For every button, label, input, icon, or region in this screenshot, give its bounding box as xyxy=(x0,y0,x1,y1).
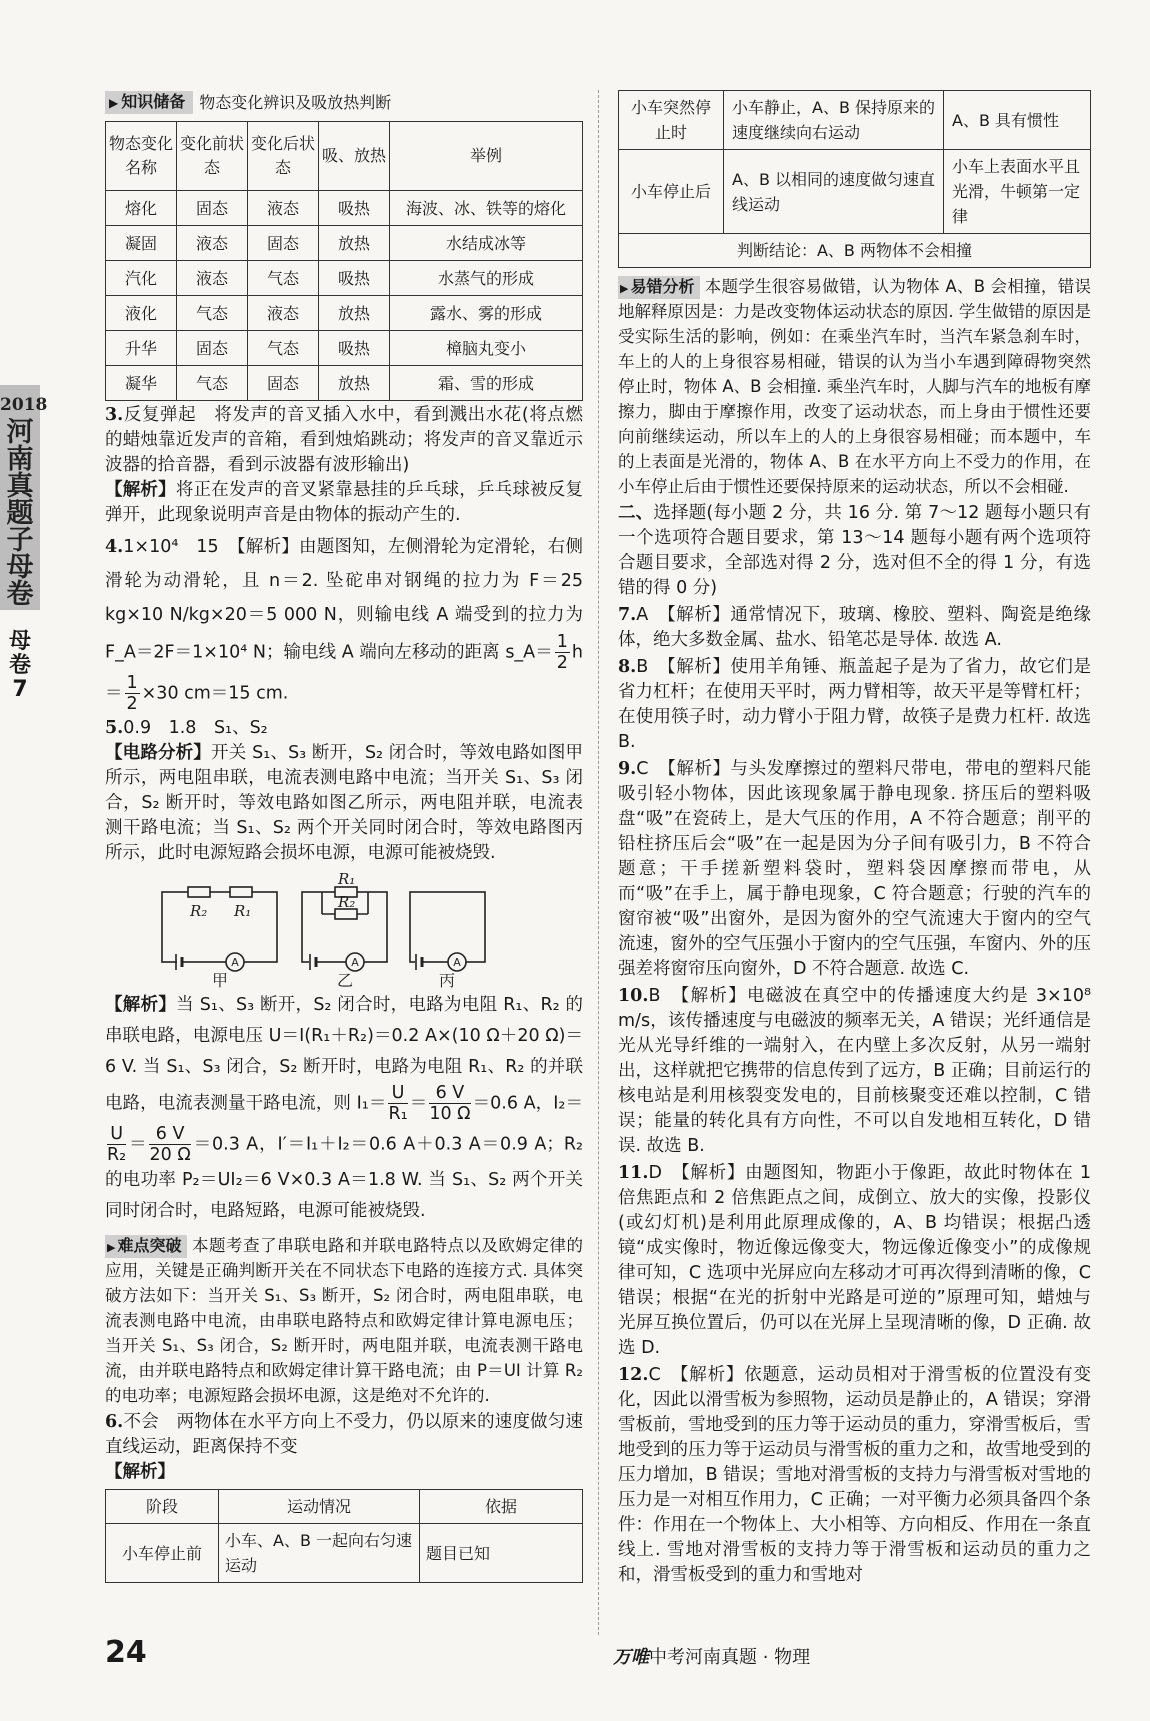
error-text: 本题学生很容易做错，认为物体 A、B 会相撞，错误地解释原因是：力是改变物体运动状态的原因. 学生做错的原因是受实际生活的影响，例如：在乘坐汽车时，当汽车紧急刹车时，车上的人的上身很容易相碰，错误的认为当小车遇到障碍物突然停止时，物体 A、B 会相撞. 乘坐汽车时，人脚与汽车的地板有摩擦力，脚由于摩擦作用，改变了运动状态，而上身由于惯性还要向前继续运动，所以车上的人的上身很容易相碰；而本题中，车的上表面是光滑的，物体 A、B 在水平方向上不受力的作用，在小车停止后由于惯性还要保持原来的运动状态，所以不会相碰. xyxy=(618,277,1091,496)
q4-text-mid: h＝ xyxy=(105,642,583,704)
q7-number: 7. xyxy=(618,605,637,625)
q8-text: B 【解析】使用羊角锤、瓶盖起子是为了省力，故它们是省力杠杆；在使用天平时，两力臂相等，故天平是等臂杠杆；在使用筷子时，动力臂小于阻力臂，故筷子是费力杠杆. 故选 B. xyxy=(618,657,1091,752)
question-12 xyxy=(618,1363,1091,1588)
q5-explanation xyxy=(105,990,583,1227)
table-row xyxy=(106,296,583,331)
section-2-number: 二、 xyxy=(618,503,654,523)
q12-number: 12. xyxy=(618,1365,649,1385)
q8-number: 8. xyxy=(618,657,637,677)
table-row xyxy=(619,234,1091,268)
frac-top: 6 V xyxy=(429,1083,470,1104)
q5-dl-tag: 【电路分析】 xyxy=(105,743,212,763)
table-row xyxy=(106,191,583,226)
ammeter-icon: A xyxy=(453,956,461,969)
cell: 吸热 xyxy=(319,261,390,296)
column-divider xyxy=(598,90,599,1635)
question-7 xyxy=(618,603,1091,653)
fraction xyxy=(388,1083,407,1124)
q12-text: C 【解析】依题意，运动员相对于滑雪板的位置没有变化，因此以滑雪板为参照物，运动员是静止的，A 错误；穿滑雪板前，雪地受到的压力等于运动员的重力，穿滑雪板后，雪地受到的压力等于运动员与滑雪板的重力之和，故雪地受到的压力增加，B 错误；雪地对滑雪板的支持力与滑雪板对雪地的压力是一对相互作用力，C 正确；一对平衡力必须具备四个条件：作用在一个物体上、大小相等、方向相反、作用在一条直线上. 雪地对滑雪板的支持力等于滑雪板和运动员的重力之和，滑雪板受到的重力和雪地对 xyxy=(618,1365,1091,1585)
ammeter-icon: A xyxy=(351,956,359,969)
side-title: 河南真题子母卷 xyxy=(6,417,34,610)
table-header: 举例 xyxy=(390,122,583,191)
cell: 小车突然停止时 xyxy=(619,91,724,150)
cell: 霜、雪的形成 xyxy=(390,366,583,401)
q5-jx-tag: 【解析】 xyxy=(105,995,177,1015)
q7-text: A 【解析】通常情况下，玻璃、橡胶、塑料、陶瓷是绝缘体，绝大多数金属、盐水、铅笔芯是导体. 故选 A. xyxy=(618,605,1091,650)
frac-top: U xyxy=(388,1083,407,1104)
table-header: 变化后状态 xyxy=(248,122,319,191)
cell: 题目已知 xyxy=(420,1524,583,1583)
table-row xyxy=(106,261,583,296)
error-tag: ▶ 易错分析 xyxy=(618,276,700,299)
cell: 液态 xyxy=(248,296,319,331)
knowledge-head xyxy=(105,90,583,115)
q11-text: D 【解析】由题图知，物距小于像距，故此时物体在 1 倍焦距点和 2 倍焦距点之间，成倒立、放大的实像，投影仪(或幻灯机)是利用此原理成像的，A、B 均错误；根据凸透镜“成实像时，物近像远像变大，物远像近像变小”的成像规律可知，C 选项中光屏应向左移动才可再次得到清晰的像，C 错误；根据“在光的折射中光路是可逆的”原理可知，蜡烛与光屏互换位置后，仍可以在光屏上呈现清晰的像，D 正确. 故选 D. xyxy=(618,1163,1091,1358)
side-year: 2018 xyxy=(0,395,48,415)
q5-jx-b: ＝ xyxy=(409,1093,428,1114)
frac-bottom: 20 Ω xyxy=(149,1145,191,1165)
q4-text-end: ×30 cm＝15 cm. xyxy=(141,683,289,704)
table-row xyxy=(106,226,583,261)
q3-jx-tag: 【解析】 xyxy=(105,480,176,500)
page-number: 24 xyxy=(105,1635,147,1670)
q5-jx-d: ＝ xyxy=(128,1134,148,1155)
cell: 露水、雾的形成 xyxy=(390,296,583,331)
q3-jx: 将正在发声的音叉紧靠悬挂的乒乓球，乒乓球被反复弹开，此现象说明声音是由物体的振动产生的. xyxy=(105,480,584,525)
brand-logo: 万唯 xyxy=(613,1647,649,1668)
cell: 熔化 xyxy=(106,191,177,226)
side-tab xyxy=(0,385,48,610)
question-3 xyxy=(105,403,583,478)
difficulty-note xyxy=(105,1233,583,1408)
q4-number: 4. xyxy=(105,537,124,557)
fraction xyxy=(149,1124,190,1165)
cell: 小车静止，A、B 保持原来的速度继续向右运动 xyxy=(724,91,944,150)
knowledge-title: 物态变化辨识及吸放热判断 xyxy=(199,93,392,112)
table-header: 物态变化名称 xyxy=(106,122,177,191)
q5-jx-c: ＝0.6 A，I₂＝ xyxy=(472,1093,584,1114)
cell: 汽化 xyxy=(106,261,177,296)
table-header: 吸、放热 xyxy=(319,122,390,191)
q5-jx-a: 当 S₁、S₃ 断开，S₂ 闭合时，电路为电阻 R₁、R₂ 的串联电路，电源电压 U＝I(R₁＋R₂)＝0.2 A×(10 Ω＋20 Ω)＝6 V. 当 S₁、S₃ 闭合，S₂ 断开时，电路为电阻 R₁、R₂ 的并联电路，电流表测量干路电流，则 I₁＝ xyxy=(105,995,583,1114)
table-row xyxy=(619,150,1091,234)
left-column xyxy=(105,90,583,1583)
frac-top: 1 xyxy=(556,632,568,652)
circuit-bing-loop xyxy=(410,892,485,962)
table-header: 变化前状态 xyxy=(177,122,248,191)
cell: 小车停止后 xyxy=(619,150,724,234)
cell: 水蒸气的形成 xyxy=(390,261,583,296)
cell: 吸热 xyxy=(319,191,390,226)
cell: 放热 xyxy=(319,226,390,261)
cell: 固态 xyxy=(177,191,248,226)
label-r1: R₁ xyxy=(338,870,356,888)
cell: A、B 以相同的速度做匀速直线运动 xyxy=(724,150,944,234)
cell: A、B 具有惯性 xyxy=(944,91,1091,150)
fraction xyxy=(555,632,570,673)
page-footer xyxy=(105,1635,1095,1675)
difficulty-tag: ▶ 难点突破 xyxy=(105,1235,187,1258)
question-10 xyxy=(618,984,1091,1159)
q9-text: C 【解析】与头发摩擦过的塑料尺带电，带电的塑料尺能吸引轻小物体，因此该现象属于静电现象. 挤压后的塑料吸盘“吸”在瓷砖上，是大气压的作用，A 不符合题意；削平的铅柱挤压后会“吸”在一起是因为分子间有吸引力，B 不符合题意；干手搓新塑料袋时，塑料袋因摩擦而带电，从而“吸”在手上，属于静电现象，C 符合题意；行驶的汽车的窗帘被“吸”出窗外，是因为窗外的空气流速大于窗内的空气流速，窗外的空气压强小于窗内的空气压强，车窗内、外的压强差将窗帘压向窗外，D 不符合题意. 故选 C. xyxy=(618,759,1091,979)
cell: 固态 xyxy=(248,366,319,401)
cell: 气态 xyxy=(177,366,248,401)
section-2-text: 选择题(每小题 2 分，共 16 分. 第 7～12 题每小题只有一个选项符合题目要求，第 13～14 题每小题有两个选项符合题目要求，全部选对得 2 分，选对但不全的得 1 分，有选错的得 0 分) xyxy=(618,503,1092,598)
table-header-row xyxy=(106,122,583,191)
label-r1: R₁ xyxy=(234,902,252,920)
q5-answer: 0.9 1.8 S₁、S₂ xyxy=(123,718,268,738)
footer-text xyxy=(613,1643,810,1669)
q6-answer: 不会 两物体在水平方向上不受力，仍以原来的速度做匀速直线运动，距离保持不变 xyxy=(105,1412,583,1457)
circuit-jia-loop xyxy=(162,892,277,962)
cell: 小车停止前 xyxy=(106,1524,219,1583)
cell: 吸热 xyxy=(319,331,390,366)
question-5 xyxy=(105,716,583,741)
frac-top: 1 xyxy=(126,673,138,693)
q4-text: 1×10⁴ 15 【解析】由题图知，左侧滑轮为定滑轮，右侧滑轮为动滑轮，且 n＝2. 坠砣串对钢绳的拉力为 F＝25 kg×10 N/kg×20＝5 000 N，则输电线 A 端受到的拉力为 F_A＝2F＝1×10⁴ N；输电线 A 端向左移动的距离 s_A＝ xyxy=(105,537,583,663)
cell: 小车、A、B 一起向右匀速运动 xyxy=(219,1524,420,1583)
table-header: 依据 xyxy=(420,1490,583,1524)
table-header: 阶段 xyxy=(106,1490,219,1524)
phase-change-table xyxy=(105,121,583,401)
cell: 凝固 xyxy=(106,226,177,261)
cell: 凝华 xyxy=(106,366,177,401)
q9-number: 9. xyxy=(618,759,637,779)
cell: 固态 xyxy=(248,226,319,261)
question-4 xyxy=(105,530,583,714)
q3-explanation xyxy=(105,478,583,528)
footer-title: 中考河南真题 · 物理 xyxy=(649,1647,811,1668)
cell: 放热 xyxy=(319,296,390,331)
q3-number: 3. xyxy=(105,405,124,425)
frac-top: 6 V xyxy=(149,1124,190,1145)
fraction xyxy=(125,673,140,714)
difficulty-text: 本题考查了串联电路和并联电路特点以及欧姆定律的应用，关键是正确判断开关在不同状态下电路的连接方式. 具体突破方法如下：当开关 S₁、S₃ 断开，S₂ 闭合时，两电阻串联，电流表测电路中电流，由串联电路特点和欧姆定律计算电源电压；当开关 S₁、S₃ 闭合，S₂ 断开时，两电阻并联，电流表测干路电流，由并联电路特点和欧姆定律计算干路电流；由 P＝UI 计算 R₂ 的电功率；电源短路会损坏电源，这是绝对不允许的. xyxy=(105,1236,583,1405)
conclusion-cell: 判断结论：A、B 两物体不会相撞 xyxy=(619,234,1091,268)
question-9 xyxy=(618,757,1091,982)
cell: 液化 xyxy=(106,296,177,331)
label-r2: R₂ xyxy=(338,893,356,911)
section-2-heading xyxy=(618,501,1091,601)
q6-jx-line xyxy=(105,1460,583,1485)
q5-number: 5. xyxy=(105,718,124,738)
label-yi: 乙 xyxy=(336,971,354,990)
frac-bottom: 2 xyxy=(556,653,568,673)
cell: 水结成冰等 xyxy=(390,226,583,261)
cell: 液态 xyxy=(177,261,248,296)
label-r2: R₂ xyxy=(190,902,208,920)
frac-bottom: R₂ xyxy=(107,1145,127,1165)
q6-jx-tag: 【解析】 xyxy=(105,1462,175,1482)
frac-bottom: R₁ xyxy=(388,1104,408,1124)
q5-circuit-analysis xyxy=(105,741,583,866)
question-11 xyxy=(618,1161,1091,1361)
fraction xyxy=(429,1083,470,1124)
frac-bottom: 2 xyxy=(126,694,138,714)
table-header: 运动情况 xyxy=(219,1490,420,1524)
ammeter-icon: A xyxy=(231,956,239,969)
cell: 液态 xyxy=(177,226,248,261)
table-row xyxy=(106,331,583,366)
q6-number: 6. xyxy=(105,1412,124,1432)
cell: 放热 xyxy=(319,366,390,401)
frac-top: U xyxy=(107,1124,126,1145)
table-header-row xyxy=(106,1490,583,1524)
circuit-svg xyxy=(160,870,560,990)
right-column xyxy=(618,90,1091,1588)
label-jia: 甲 xyxy=(211,971,229,990)
side-label-b: 卷 xyxy=(8,653,31,678)
motion-table xyxy=(105,1489,583,1583)
fraction xyxy=(107,1124,126,1165)
cell: 气态 xyxy=(248,331,319,366)
question-8 xyxy=(618,655,1091,755)
knowledge-tag: ▶ 知识储备 xyxy=(105,91,193,114)
cell: 固态 xyxy=(177,331,248,366)
motion-table-continued xyxy=(618,90,1091,268)
table-row xyxy=(106,1524,583,1583)
side-label xyxy=(0,630,40,702)
side-label-c: 7 xyxy=(12,677,28,702)
cell: 小车上表面水平且光滑，牛顿第一定律 xyxy=(944,150,1091,234)
side-label-a: 母 xyxy=(8,629,31,654)
q10-text: B 【解析】电磁波在真空中的传播速度大约是 3×10⁸ m/s，该传播速度与电磁波的频率无关，A 错误；光纤通信是光从光导纤维的一端射入，在内壁上多次反射，从另一端射出，这样就把它携带的信息传到了远方，B 正确；目前运行的核电站是利用核裂变发电的，目前核聚变还难以控制，C 错误；能量的转化具有方向性，不可以自发地相互转化，D 错误. 故选 B. xyxy=(618,986,1091,1156)
cell: 气态 xyxy=(177,296,248,331)
cell: 樟脑丸变小 xyxy=(390,331,583,366)
cell: 液态 xyxy=(248,191,319,226)
q10-number: 10. xyxy=(618,986,649,1006)
circuit-diagrams xyxy=(160,870,583,990)
q3-answer: 反复弹起 将发声的音叉插入水中，看到溅出水花(将点燃的蜡烛靠近发声的音箱，看到烛焰跳动；将发声的音叉靠近示波器的拾音器，看到示波器有波形输出) xyxy=(105,405,583,475)
q5-dl: 开关 S₁、S₃ 断开，S₂ 闭合时，等效电路如图甲所示，两电阻串联，电流表测电路中电流；当开关 S₁、S₃ 闭合，S₂ 断开时，等效电路如图乙所示，两电阻并联，电流表测干路电流；当 S₁、S₂ 两个开关同时闭合时，等效电路图丙所示，此时电源短路会损坏电源，电源可能被烧毁. xyxy=(105,743,584,863)
error-analysis xyxy=(618,274,1091,499)
cell: 升华 xyxy=(106,331,177,366)
table-row xyxy=(619,91,1091,150)
cell: 气态 xyxy=(248,261,319,296)
table-row xyxy=(106,366,583,401)
q5-jx-e: ＝0.3 A，I′＝I₁＋I₂＝0.6 A＋0.3 A＝0.9 A；R₂ 的电功率 P₂＝UI₂＝6 V×0.3 A＝1.8 W. 当 S₁、S₂ 两个开关同时闭合时，电路短路，电源可能被烧毁. xyxy=(105,1134,583,1221)
q11-number: 11. xyxy=(618,1163,649,1183)
cell: 海波、冰、铁等的熔化 xyxy=(390,191,583,226)
label-bing: 丙 xyxy=(438,971,456,990)
question-6 xyxy=(105,1410,583,1460)
frac-bottom: 10 Ω xyxy=(429,1104,471,1124)
